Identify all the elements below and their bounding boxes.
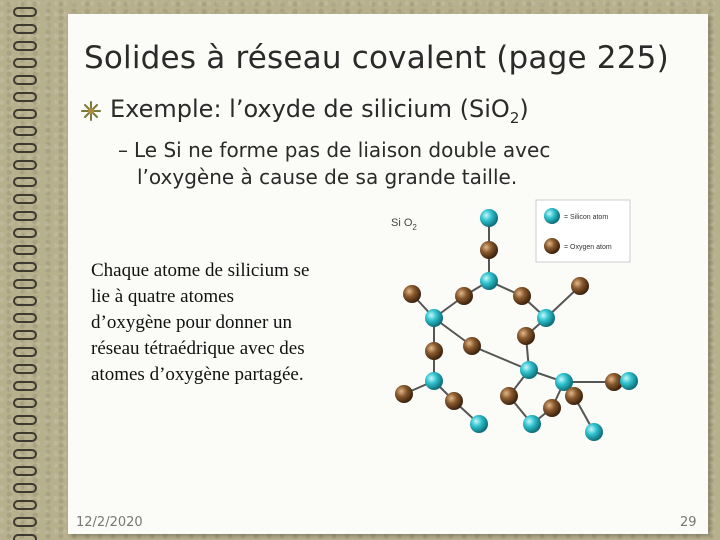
binding-ring bbox=[14, 59, 36, 67]
silicon-atom bbox=[470, 415, 488, 433]
oxygen-atom bbox=[463, 337, 481, 355]
sub-bullet bbox=[118, 137, 678, 191]
oxygen-atom bbox=[425, 342, 443, 360]
slide-title: Solides à réseau covalent (page 225) bbox=[84, 40, 669, 76]
slide-number: 29 bbox=[680, 515, 697, 530]
legend-silicon-label: = Silicon atom bbox=[564, 214, 609, 221]
silicon-atom bbox=[537, 309, 555, 327]
bullet-example-main: Exemple: l’oxyde de silicium (SiO bbox=[110, 95, 510, 124]
silicon-atom bbox=[523, 415, 541, 433]
binding-ring bbox=[14, 8, 36, 16]
legend-oxygen-swatch bbox=[544, 238, 560, 254]
description-paragraph bbox=[91, 258, 381, 388]
oxygen-atom bbox=[517, 327, 535, 345]
oxygen-atom bbox=[500, 387, 518, 405]
sub-bullet-dash: – bbox=[118, 138, 128, 162]
silicon-atom bbox=[425, 372, 443, 390]
spiral-binding bbox=[0, 0, 60, 540]
legend-box bbox=[536, 200, 630, 262]
legend-silicon-swatch bbox=[544, 208, 560, 224]
binding-ring bbox=[14, 161, 36, 169]
sio2-structure-diagram bbox=[384, 196, 714, 446]
binding-ring bbox=[14, 229, 36, 237]
binding-ring bbox=[14, 382, 36, 390]
binding-ring bbox=[14, 42, 36, 50]
binding-ring bbox=[14, 416, 36, 424]
binding-ring bbox=[14, 195, 36, 203]
bullet-example-close: ) bbox=[519, 95, 529, 124]
binding-ring bbox=[14, 467, 36, 475]
binding-ring bbox=[14, 178, 36, 186]
bullet-example bbox=[80, 96, 529, 126]
binding-ring bbox=[14, 280, 36, 288]
oxygen-atom bbox=[445, 392, 463, 410]
oxygen-atom bbox=[513, 287, 531, 305]
silicon-atom bbox=[585, 423, 603, 441]
binding-ring bbox=[14, 127, 36, 135]
paragraph-line: Chaque atome de silicium se bbox=[91, 260, 310, 281]
binding-ring bbox=[14, 501, 36, 509]
oxygen-atom bbox=[543, 399, 561, 417]
binding-ring bbox=[14, 314, 36, 322]
binding-ring bbox=[14, 76, 36, 84]
bond-line bbox=[472, 346, 529, 370]
binding-ring bbox=[14, 365, 36, 373]
oxygen-atom bbox=[571, 277, 589, 295]
oxygen-atom bbox=[395, 385, 413, 403]
binding-ring bbox=[14, 535, 36, 540]
binding-ring bbox=[14, 433, 36, 441]
oxygen-atom bbox=[403, 285, 421, 303]
footer-date: 12/2/2020 bbox=[76, 515, 143, 530]
bullet-example-subscript: 2 bbox=[509, 108, 520, 127]
binding-ring bbox=[14, 348, 36, 356]
binding-ring bbox=[14, 93, 36, 101]
binding-ring bbox=[14, 110, 36, 118]
sub-bullet-line-1: Le Si ne forme pas de liaison double avec bbox=[134, 138, 551, 162]
paragraph-line: lie à quatre atomes bbox=[91, 286, 234, 307]
paragraph-line: d’oxygène pour donner un bbox=[91, 312, 293, 333]
oxygen-atom bbox=[480, 241, 498, 259]
star-bullet-icon bbox=[80, 100, 102, 122]
binding-ring bbox=[14, 399, 36, 407]
binding-ring bbox=[14, 331, 36, 339]
binding-ring bbox=[14, 450, 36, 458]
paragraph-line: réseau tétraédrique avec des bbox=[91, 338, 305, 359]
binding-ring bbox=[14, 297, 36, 305]
silicon-atom bbox=[620, 372, 638, 390]
bullet-example-text bbox=[110, 95, 529, 127]
silicon-atom bbox=[520, 361, 538, 379]
binding-ring bbox=[14, 25, 36, 33]
sub-bullet-line-2: l’oxygène à cause de sa grande taille. bbox=[137, 165, 518, 189]
oxygen-atom bbox=[565, 387, 583, 405]
binding-ring bbox=[14, 263, 36, 271]
paragraph-line: atomes d’oxygène partagée. bbox=[91, 364, 304, 385]
binding-ring bbox=[14, 246, 36, 254]
binding-ring bbox=[14, 518, 36, 526]
silicon-atom bbox=[480, 272, 498, 290]
binding-ring bbox=[14, 212, 36, 220]
legend-oxygen-label: = Oxygen atom bbox=[564, 244, 612, 251]
oxygen-atom bbox=[455, 287, 473, 305]
silicon-atom bbox=[480, 209, 498, 227]
binding-ring bbox=[14, 484, 36, 492]
formula-label: Si $O_2$ bbox=[391, 217, 417, 232]
binding-ring bbox=[14, 144, 36, 152]
silicon-atom bbox=[425, 309, 443, 327]
